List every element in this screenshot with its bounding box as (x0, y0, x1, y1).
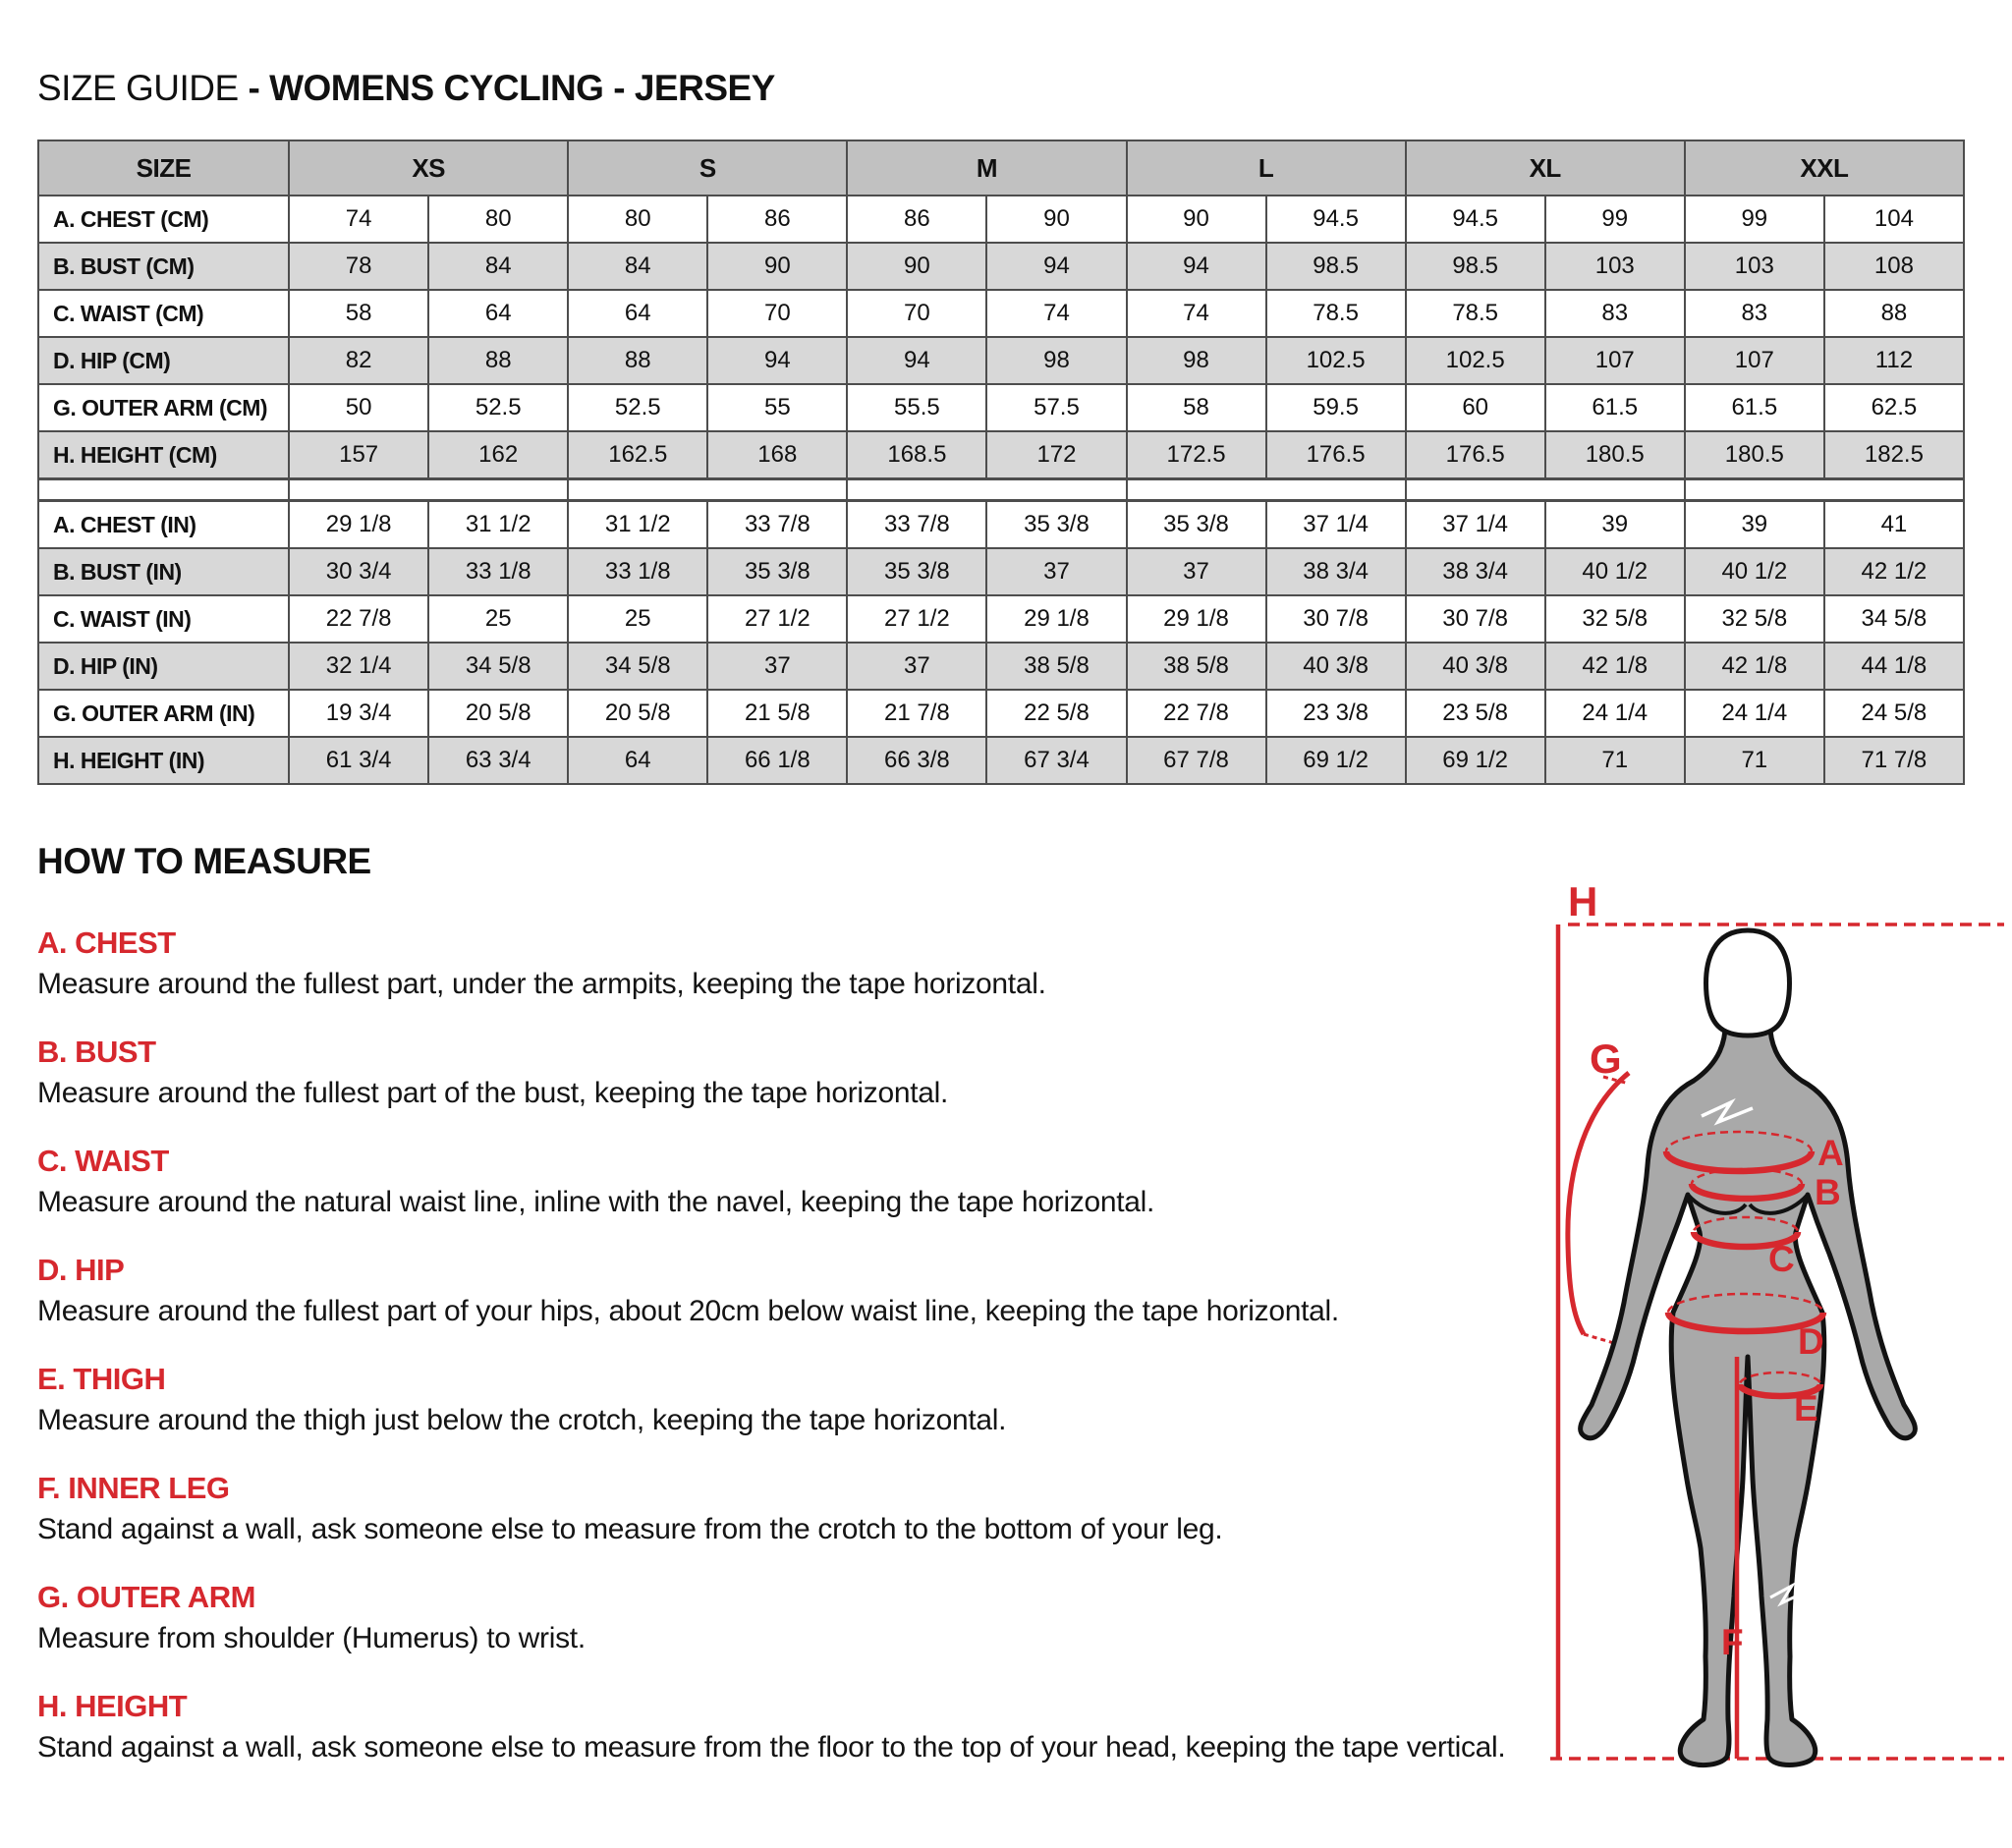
measurement-value-cell: 90 (1127, 196, 1266, 243)
row-label: C. WAIST (IN) (38, 595, 289, 643)
separator-cell (289, 479, 568, 501)
measurement-value-cell: 34 5/8 (428, 643, 568, 690)
measurement-value-cell: 33 1/8 (428, 548, 568, 595)
measurement-value-cell: 108 (1824, 243, 1964, 290)
measurement-value-cell: 40 3/8 (1266, 643, 1406, 690)
measurement-value-cell: 63 3/4 (428, 737, 568, 784)
measurement-row (38, 337, 1964, 384)
size-col-header-xs: XS (289, 140, 568, 196)
label-bust-b: B (1815, 1172, 1841, 1212)
measurement-value-cell: 27 1/2 (847, 595, 986, 643)
measurement-value-cell: 38 3/4 (1266, 548, 1406, 595)
measurement-value-cell: 40 1/2 (1685, 548, 1824, 595)
measurement-value-cell: 84 (568, 243, 707, 290)
size-col-header-m: M (847, 140, 1126, 196)
measurement-value-cell: 90 (707, 243, 847, 290)
measurement-value-cell: 182.5 (1824, 431, 1964, 479)
measurement-value-cell: 86 (707, 196, 847, 243)
label-height-h: H (1568, 878, 1598, 924)
measurement-value-cell: 24 1/4 (1545, 690, 1685, 737)
how-to-section-description: Stand against a wall, ask someone else to measure from the floor to the top of your head, keeping the tape vertical. (37, 1731, 1506, 1764)
measurement-value-cell: 37 (1127, 548, 1266, 595)
size-col-header-l: L (1127, 140, 1406, 196)
separator-cell (568, 479, 847, 501)
measurement-value-cell: 30 7/8 (1266, 595, 1406, 643)
measurement-value-cell: 157 (289, 431, 428, 479)
measurement-value-cell: 22 7/8 (1127, 690, 1266, 737)
measurement-value-cell: 32 5/8 (1545, 595, 1685, 643)
measurement-value-cell: 40 3/8 (1406, 643, 1545, 690)
measurement-value-cell: 64 (568, 737, 707, 784)
measurement-value-cell: 38 5/8 (1127, 643, 1266, 690)
measurement-value-cell: 29 1/8 (289, 501, 428, 549)
label-chest-a: A (1817, 1133, 1844, 1173)
measurement-value-cell: 86 (847, 196, 986, 243)
measurement-value-cell: 35 3/8 (986, 501, 1126, 549)
measurement-row (38, 243, 1964, 290)
measurement-value-cell: 82 (289, 337, 428, 384)
measurement-value-cell: 30 3/4 (289, 548, 428, 595)
measurement-value-cell: 94 (847, 337, 986, 384)
measurement-value-cell: 94 (1127, 243, 1266, 290)
measurement-value-cell: 34 5/8 (1824, 595, 1964, 643)
measurement-value-cell: 24 5/8 (1824, 690, 1964, 737)
measurement-value-cell: 80 (428, 196, 568, 243)
measurement-value-cell: 37 (707, 643, 847, 690)
measurement-value-cell: 103 (1685, 243, 1824, 290)
measurement-value-cell: 29 1/8 (986, 595, 1126, 643)
measurement-value-cell: 69 1/2 (1266, 737, 1406, 784)
how-to-section (37, 1035, 1511, 1110)
measurement-value-cell: 42 1/2 (1824, 548, 1964, 595)
how-to-section-heading: C. WAIST (37, 1144, 169, 1178)
measurement-value-cell: 80 (568, 196, 707, 243)
how-to-section (37, 1689, 1511, 1764)
measurement-value-cell: 57.5 (986, 384, 1126, 431)
measurement-value-cell: 66 3/8 (847, 737, 986, 784)
body-diagram (1538, 868, 2010, 1843)
how-to-measure-section (37, 841, 1511, 1798)
measurement-value-cell: 24 1/4 (1685, 690, 1824, 737)
measurement-row (38, 501, 1964, 549)
measurement-value-cell: 42 1/8 (1545, 643, 1685, 690)
measurement-value-cell: 99 (1685, 196, 1824, 243)
measurement-value-cell: 23 5/8 (1406, 690, 1545, 737)
measurement-value-cell: 176.5 (1266, 431, 1406, 479)
how-to-sections (37, 925, 1511, 1764)
how-to-section-heading: G. OUTER ARM (37, 1580, 255, 1614)
row-label: A. CHEST (CM) (38, 196, 289, 243)
row-label: B. BUST (CM) (38, 243, 289, 290)
separator-cell (1127, 479, 1406, 501)
measurement-value-cell: 71 7/8 (1824, 737, 1964, 784)
measurement-value-cell: 67 3/4 (986, 737, 1126, 784)
row-label: G. OUTER ARM (IN) (38, 690, 289, 737)
measurement-value-cell: 34 5/8 (568, 643, 707, 690)
measurement-value-cell: 162.5 (568, 431, 707, 479)
measurement-value-cell: 33 1/8 (568, 548, 707, 595)
measurement-value-cell: 78 (289, 243, 428, 290)
how-to-section-description: Measure around the fullest part of the bust, keeping the tape horizontal. (37, 1077, 949, 1109)
measurement-value-cell: 61.5 (1685, 384, 1824, 431)
measurement-value-cell: 70 (847, 290, 986, 337)
how-to-section-description: Measure around the fullest part of your hips, about 20cm below waist line, keeping the tape horizontal. (37, 1295, 1339, 1327)
how-to-section-heading: D. HIP (37, 1253, 125, 1287)
measurement-value-cell: 64 (568, 290, 707, 337)
how-to-section-description: Measure around the thigh just below the crotch, keeping the tape horizontal. (37, 1404, 1007, 1436)
size-header-row (38, 140, 1964, 196)
how-to-section-description: Stand against a wall, ask someone else to measure from the crotch to the bottom of your leg. (37, 1513, 1223, 1545)
measurement-value-cell: 60 (1406, 384, 1545, 431)
measurement-value-cell: 78.5 (1406, 290, 1545, 337)
measurement-value-cell: 88 (1824, 290, 1964, 337)
separator-cell (847, 479, 1126, 501)
measurement-value-cell: 104 (1824, 196, 1964, 243)
measurement-value-cell: 41 (1824, 501, 1964, 549)
measurement-row (38, 595, 1964, 643)
measurement-value-cell: 20 5/8 (568, 690, 707, 737)
row-label: H. HEIGHT (IN) (38, 737, 289, 784)
measurement-value-cell: 38 5/8 (986, 643, 1126, 690)
measurement-value-cell: 74 (1127, 290, 1266, 337)
size-col-header-xxl: XXL (1685, 140, 1964, 196)
measurement-value-cell: 162 (428, 431, 568, 479)
label-thigh-e: E (1794, 1388, 1818, 1428)
measurement-row (38, 643, 1964, 690)
how-to-section (37, 1253, 1511, 1328)
measurement-value-cell: 50 (289, 384, 428, 431)
measurement-value-cell: 172 (986, 431, 1126, 479)
measurement-value-cell: 31 1/2 (568, 501, 707, 549)
measurement-value-cell: 102.5 (1406, 337, 1545, 384)
measurement-value-cell: 83 (1545, 290, 1685, 337)
measurement-value-cell: 98.5 (1406, 243, 1545, 290)
measurement-value-cell: 59.5 (1266, 384, 1406, 431)
unit-separator-row (38, 479, 1964, 501)
measurement-value-cell: 21 5/8 (707, 690, 847, 737)
row-label: A. CHEST (IN) (38, 501, 289, 549)
measurement-row (38, 548, 1964, 595)
measurement-row (38, 690, 1964, 737)
measurement-value-cell: 52.5 (568, 384, 707, 431)
measurement-value-cell: 55 (707, 384, 847, 431)
label-hip-d: D (1798, 1321, 1824, 1362)
measurement-value-cell: 33 7/8 (707, 501, 847, 549)
measurement-value-cell: 33 7/8 (847, 501, 986, 549)
row-label: G. OUTER ARM (CM) (38, 384, 289, 431)
how-to-section-description: Measure from shoulder (Humerus) to wrist. (37, 1622, 586, 1654)
measurement-value-cell: 71 (1545, 737, 1685, 784)
how-to-section-heading: A. CHEST (37, 925, 176, 960)
how-to-section (37, 1144, 1511, 1219)
measurement-row (38, 737, 1964, 784)
measurement-value-cell: 22 5/8 (986, 690, 1126, 737)
how-to-heading: HOW TO MEASURE (37, 841, 371, 881)
measurement-value-cell: 94 (986, 243, 1126, 290)
how-to-section (37, 1471, 1511, 1546)
measurement-value-cell: 58 (289, 290, 428, 337)
measurement-value-cell: 38 3/4 (1406, 548, 1545, 595)
size-col-header-xl: XL (1406, 140, 1685, 196)
measurement-value-cell: 176.5 (1406, 431, 1545, 479)
measurement-value-cell: 40 1/2 (1545, 548, 1685, 595)
label-inner-leg-f: F (1721, 1622, 1744, 1662)
measurement-value-cell: 27 1/2 (707, 595, 847, 643)
measurement-row (38, 290, 1964, 337)
how-to-section-description: Measure around the natural waist line, inline with the navel, keeping the tape horizontal. (37, 1186, 1155, 1218)
measurement-row (38, 384, 1964, 431)
measurement-value-cell: 61.5 (1545, 384, 1685, 431)
measurement-value-cell: 22 7/8 (289, 595, 428, 643)
row-label: B. BUST (IN) (38, 548, 289, 595)
measurement-value-cell: 98.5 (1266, 243, 1406, 290)
row-label: H. HEIGHT (CM) (38, 431, 289, 479)
measurement-value-cell: 88 (568, 337, 707, 384)
measurement-value-cell: 30 7/8 (1406, 595, 1545, 643)
measurement-value-cell: 90 (847, 243, 986, 290)
measurement-value-cell: 21 7/8 (847, 690, 986, 737)
head-outline (1706, 930, 1790, 1036)
measurement-value-cell: 39 (1545, 501, 1685, 549)
measurement-value-cell: 58 (1127, 384, 1266, 431)
measurement-value-cell: 66 1/8 (707, 737, 847, 784)
measurement-value-cell: 168 (707, 431, 847, 479)
measurement-value-cell: 94 (707, 337, 847, 384)
measurement-value-cell: 70 (707, 290, 847, 337)
size-chart-table (37, 140, 1965, 785)
measurement-value-cell: 103 (1545, 243, 1685, 290)
size-col-header-s: S (568, 140, 847, 196)
how-to-section-description: Measure around the fullest part, under the armpits, keeping the tape horizontal. (37, 968, 1046, 1000)
measurement-value-cell: 98 (1127, 337, 1266, 384)
measurement-value-cell: 107 (1685, 337, 1824, 384)
row-label: C. WAIST (CM) (38, 290, 289, 337)
measurement-value-cell: 25 (428, 595, 568, 643)
label-outer-arm-g: G (1590, 1036, 1622, 1082)
measurement-value-cell: 94.5 (1406, 196, 1545, 243)
how-to-section (37, 1362, 1511, 1437)
measurement-value-cell: 74 (986, 290, 1126, 337)
measurement-value-cell: 180.5 (1685, 431, 1824, 479)
measurement-value-cell: 112 (1824, 337, 1964, 384)
measurement-value-cell: 52.5 (428, 384, 568, 431)
measurement-value-cell: 69 1/2 (1406, 737, 1545, 784)
measurement-value-cell: 35 3/8 (1127, 501, 1266, 549)
title-emphasis: - WOMENS CYCLING - JERSEY (248, 67, 775, 108)
measurement-value-cell: 98 (986, 337, 1126, 384)
measurement-value-cell: 64 (428, 290, 568, 337)
measurement-value-cell: 32 5/8 (1685, 595, 1824, 643)
row-label: D. HIP (IN) (38, 643, 289, 690)
measurement-value-cell: 74 (289, 196, 428, 243)
separator-cell (1685, 479, 1964, 501)
measurement-row (38, 196, 1964, 243)
measurement-value-cell: 107 (1545, 337, 1685, 384)
measurement-value-cell: 90 (986, 196, 1126, 243)
measurement-figure (1538, 868, 2010, 1843)
measurement-value-cell: 29 1/8 (1127, 595, 1266, 643)
measurement-value-cell: 71 (1685, 737, 1824, 784)
how-to-section-heading: F. INNER LEG (37, 1471, 230, 1505)
label-waist-c: C (1768, 1239, 1795, 1279)
measurement-value-cell: 35 3/8 (847, 548, 986, 595)
measurement-value-cell: 31 1/2 (428, 501, 568, 549)
title-prefix: SIZE GUIDE (37, 67, 249, 108)
how-to-section-heading: E. THIGH (37, 1362, 166, 1396)
measurement-value-cell: 78.5 (1266, 290, 1406, 337)
how-to-section-heading: B. BUST (37, 1035, 156, 1069)
measurement-value-cell: 42 1/8 (1685, 643, 1824, 690)
measurement-value-cell: 83 (1685, 290, 1824, 337)
measurement-value-cell: 168.5 (847, 431, 986, 479)
how-to-section-heading: H. HEIGHT (37, 1689, 188, 1723)
measurement-value-cell: 37 1/4 (1406, 501, 1545, 549)
measurement-value-cell: 88 (428, 337, 568, 384)
separator-cell (1406, 479, 1685, 501)
page-title (37, 68, 775, 109)
measurement-value-cell: 94.5 (1266, 196, 1406, 243)
measurement-value-cell: 37 (986, 548, 1126, 595)
separator-cell (38, 479, 289, 501)
how-to-section (37, 925, 1511, 1001)
measurement-value-cell: 37 1/4 (1266, 501, 1406, 549)
measurement-value-cell: 55.5 (847, 384, 986, 431)
measurement-value-cell: 172.5 (1127, 431, 1266, 479)
row-label: D. HIP (CM) (38, 337, 289, 384)
measurement-row (38, 431, 1964, 479)
measurement-value-cell: 35 3/8 (707, 548, 847, 595)
measurement-value-cell: 32 1/4 (289, 643, 428, 690)
measurement-value-cell: 61 3/4 (289, 737, 428, 784)
measurement-value-cell: 99 (1545, 196, 1685, 243)
measurement-value-cell: 20 5/8 (428, 690, 568, 737)
outer-arm-measure-arc (1568, 1073, 1629, 1334)
measurement-value-cell: 19 3/4 (289, 690, 428, 737)
how-to-section (37, 1580, 1511, 1655)
measurement-value-cell: 62.5 (1824, 384, 1964, 431)
measurement-value-cell: 67 7/8 (1127, 737, 1266, 784)
measurement-value-cell: 39 (1685, 501, 1824, 549)
size-corner-header: SIZE (38, 140, 289, 196)
measurement-value-cell: 102.5 (1266, 337, 1406, 384)
measurement-value-cell: 23 3/8 (1266, 690, 1406, 737)
measurement-value-cell: 25 (568, 595, 707, 643)
measurement-value-cell: 44 1/8 (1824, 643, 1964, 690)
measurement-value-cell: 180.5 (1545, 431, 1685, 479)
measurement-value-cell: 37 (847, 643, 986, 690)
measurement-value-cell: 84 (428, 243, 568, 290)
